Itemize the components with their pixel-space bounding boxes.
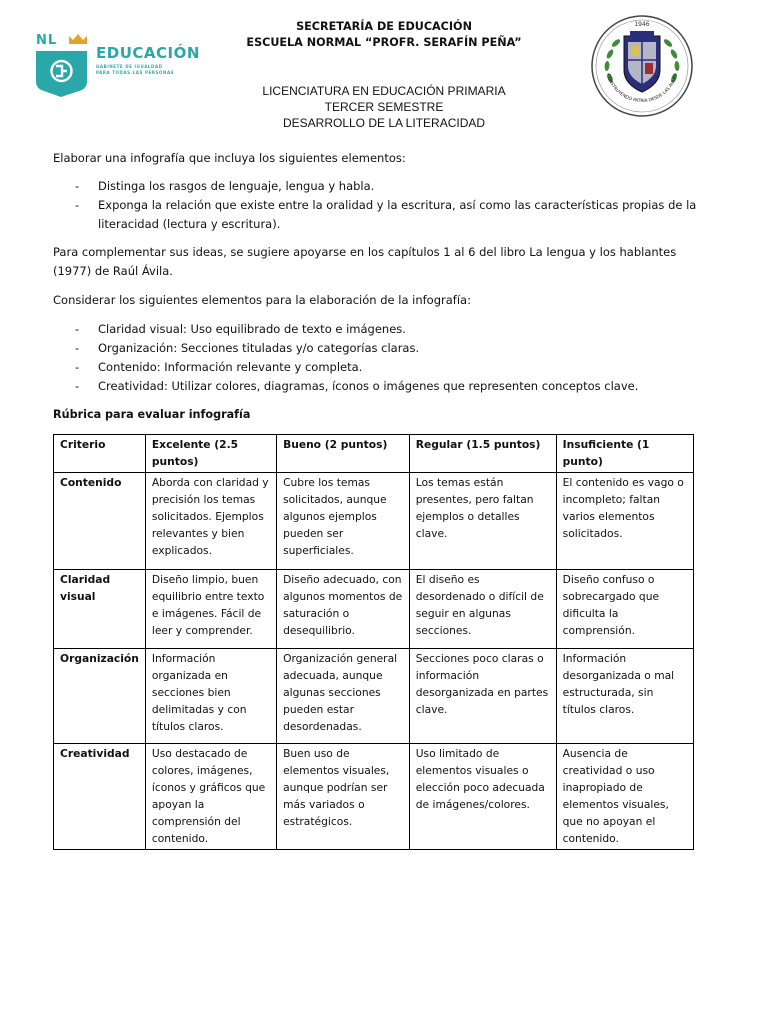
table-cell: Diseño confuso o sobrecargado que dificulta la comprensión.: [556, 570, 693, 649]
criteria-list: [75, 320, 705, 396]
table-header-row: [54, 435, 694, 473]
table-row: [54, 473, 694, 570]
criterion-cell: Claridad visual: [54, 570, 146, 649]
table-cell: Información organizada en secciones bien delimitadas y con títulos claros.: [145, 649, 276, 744]
table-cell: Diseño adecuado, con algunos momentos de saturación o desequilibrio.: [277, 570, 410, 649]
table-cell: El contenido es vago o incompleto; faltan varios elementos solicitados.: [556, 473, 693, 570]
list-item: - Exponga la relación que existe entre la oralidad y la escritura, así como las características propias de la literacidad (lectura y escritura).: [75, 196, 705, 234]
header-licenciatura: LICENCIATURA EN EDUCACIÓN PRIMARIA: [262, 84, 506, 98]
list-item: - Claridad visual: Uso equilibrado de texto e imágenes.: [75, 320, 705, 339]
consider-paragraph: Considerar los siguientes elementos para la elaboración de la infografía:: [53, 293, 471, 307]
table-cell: Uso limitado de elementos visuales o elección poco adecuada de imágenes/colores.: [409, 744, 556, 850]
logo-nl-text: NL: [36, 33, 58, 48]
logo-tagline-1: GABINETE DE IGUALDAD: [96, 64, 163, 69]
table-row: [54, 744, 694, 850]
logo-tagline-2: PARA TODAS LAS PERSONAS: [96, 70, 175, 75]
table-cell: Información desorganizada o mal estructurada, sin títulos claros.: [556, 649, 693, 744]
criterion-cell: Contenido: [54, 473, 146, 570]
table-cell: Aborda con claridad y precisión los temas solicitados. Ejemplos relevantes y bien explicados.: [145, 473, 276, 570]
complement-paragraph: Para complementar sus ideas, se sugiere apoyarse en los capítulos 1 al 6 del libro La lengua y los hablantes (1977) de Raúl Ávila.: [53, 245, 677, 278]
header-secretaria: SECRETARÍA DE EDUCACIÓN: [296, 20, 472, 33]
table-row: [54, 570, 694, 649]
table-cell: Diseño limpio, buen equilibrio entre texto e imágenes. Fácil de leer y comprender.: [145, 570, 276, 649]
criterion-cell: Organización: [54, 649, 146, 744]
table-cell: Organización general adecuada, aunque algunas secciones pueden estar desordenadas.: [277, 649, 410, 744]
table-row: [54, 649, 694, 744]
logo-brand: EDUCACIÓN: [96, 44, 200, 62]
header-escuela: ESCUELA NORMAL “PROFR. SERAFÍN PEÑA”: [246, 36, 522, 49]
seal-ribbon-text: CONSTRUYENDO PATRIA DESDE LAS AULAS: [605, 73, 679, 105]
list-item: - Organización: Secciones tituladas y/o categorías claras.: [75, 339, 705, 358]
rubric-table: [53, 434, 694, 850]
table-cell: Secciones poco claras o información desorganizada en partes clave.: [409, 649, 556, 744]
table-cell: El diseño es desordenado o difícil de seguir en algunas secciones.: [409, 570, 556, 649]
header-insuficiente: Insuficiente (1 punto): [556, 435, 693, 473]
intro-paragraph: Elaborar una infografía que incluya los siguientes elementos:: [53, 151, 406, 165]
table-cell: Ausencia de creatividad o uso inapropiado de elementos visuales, que no apoyan el contenido.: [556, 744, 693, 850]
list-item: - Distinga los rasgos de lenguaje, lengua y habla.: [75, 177, 705, 196]
rubric-title: Rúbrica para evaluar infografía: [53, 408, 251, 421]
table-cell: Buen uso de elementos visuales, aunque podrían ser más variados o estratégicos.: [277, 744, 410, 850]
header-curso: DESARROLLO DE LA LITERACIDAD: [282, 116, 486, 130]
table-cell: Cubre los temas solicitados, aunque algunos ejemplos pueden ser superficiales.: [277, 473, 410, 570]
header-criterio: Criterio: [54, 435, 146, 473]
list-item: - Creatividad: Utilizar colores, diagramas, íconos o imágenes que representen conceptos clave.: [75, 377, 705, 396]
table-cell: Uso destacado de colores, imágenes, íconos y gráficos que apoyan la comprensión del contenido.: [145, 744, 276, 850]
header-semestre: TERCER SEMESTRE: [324, 100, 444, 114]
list-item: - Contenido: Información relevante y completa.: [75, 358, 705, 377]
header-excelente: Excelente (2.5 puntos): [145, 435, 276, 473]
elements-list: [75, 177, 705, 234]
criterion-cell: Creatividad: [54, 744, 146, 850]
seal-year: 1946: [634, 21, 650, 28]
header-regular: Regular (1.5 puntos): [409, 435, 556, 473]
table-cell: Los temas están presentes, pero faltan ejemplos o detalles clave.: [409, 473, 556, 570]
header-bueno: Bueno (2 puntos): [277, 435, 410, 473]
